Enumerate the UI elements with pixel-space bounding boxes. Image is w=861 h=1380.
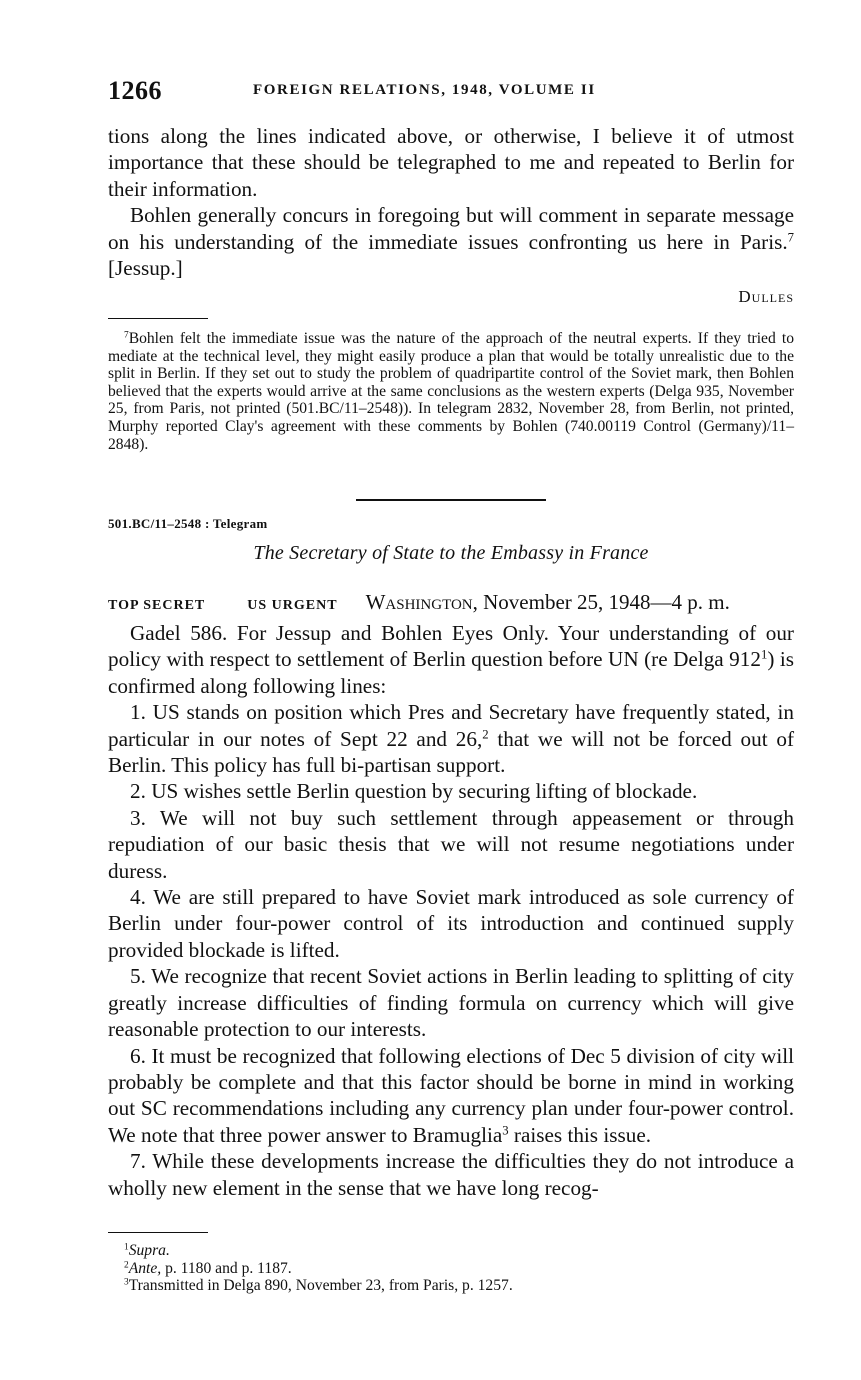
page-number: 1266 [108, 76, 162, 105]
footnote-3 [108, 1277, 794, 1295]
footnote-7-mark: 7 [124, 330, 129, 341]
policy-item-1 [108, 699, 794, 778]
bohlen-paragraph [108, 202, 794, 281]
document-title: The Secretary of State to the Embassy in France [253, 542, 649, 564]
page-header [108, 76, 794, 106]
section-divider [356, 499, 546, 501]
policy-item-5: 5. We recognize that recent Soviet actions in Berlin leading to splitting of city greatly increase difficulties of finding formula on currency which will give reasonable protection to our interests. [108, 964, 794, 1042]
priority-marking: US URGENT [247, 598, 338, 613]
footnote-7 [108, 330, 794, 453]
policy-item-3: 3. We will not buy such settlement through appeasement or through repudiation of our basic thesis that we will not resume negotiations under duress. [108, 805, 794, 883]
bottom-footnote-rule [108, 1232, 208, 1233]
footnote-ref-2: 2 [482, 727, 489, 741]
bottom-footnotes [108, 1242, 794, 1295]
footnote-rule [108, 318, 208, 319]
continuation-text [108, 123, 794, 281]
dateline [108, 590, 794, 615]
footnote-2 [108, 1260, 794, 1278]
footnote-ref-1: 1 [760, 647, 768, 662]
bohlen-paragraph-tail: [Jessup.] [108, 256, 183, 281]
footnote-2-italic: Ante, [128, 1259, 162, 1277]
running-title: FOREIGN RELATIONS, 1948, VOLUME II [253, 82, 596, 98]
footnote-1 [108, 1242, 794, 1260]
footnote-3-text: Transmitted in Delga 890, November 23, from Paris, p. 1257. [128, 1277, 513, 1295]
telegram-intro [108, 620, 794, 699]
policy-item-1-b: that we will not be forced out of Berlin. This policy has full bi-partisan support. [108, 726, 794, 778]
policy-item-6 [108, 1043, 794, 1149]
file-reference: 501.BC/11–2548 : Telegram [108, 516, 268, 531]
policy-item-1-a: 1. US stands on position which Pres and Secretary have frequently stated, in particular in our notes of Sept 22 and 26, [108, 700, 794, 751]
policy-item-6-a: 6. It must be recognized that following elections of Dec 5 division of city will probably be complete and that this factor should be borne in mind in working out SC recommendations including any currency plan under four-power control. We note that three power answer to Bramuglia [108, 1043, 794, 1147]
policy-item-7: 7. While these developments increase the difficulties they do not introduce a wholly new element in the sense that we have long recog- [108, 1149, 794, 1200]
telegram-intro-b: ) is confirmed along following lines: [108, 647, 794, 698]
policy-item-4: 4. We are still prepared to have Soviet mark introduced as sole currency of Berlin under four-power control of its introduction and continued supply provided blockade is lifted. [108, 885, 794, 962]
policy-item-6-b: raises this issue. [508, 1122, 652, 1147]
bohlen-paragraph-text: Bohlen generally concurs in foregoing but will comment in separate message on his understanding of the immediate issues confronting us here in Paris. [108, 203, 794, 254]
continuation-paragraph: tions along the lines indicated above, or otherwise, I believe it of utmost importance that these should be telegraphed to me and repeated to Berlin for their information. [108, 124, 794, 201]
footnote-1-italic: Supra. [128, 1242, 170, 1259]
footnote-ref-3: 3 [502, 1123, 509, 1138]
telegram-intro-a: Gadel 586. For Jessup and Bohlen Eyes Only. Your understanding of our policy with respect to settlement of Berlin question before UN (re Delga 912 [108, 621, 794, 672]
dateline-place: Washington, [365, 590, 478, 614]
footnote-7-text: Bohlen felt the immediate issue was the nature of the approach of the neutral experts. If they tried to mediate at the technical level, they might easily produce a plan that would be totally unrealistic due to the split in Berlin. If they set out to study the problem of quadripartite control of the Soviet mark, then Bohlen believed that the experts would arrive at the same conclusions as the western experts (Delga 935, November 25, from Paris, not printed (501.BC/11–2548)). In telegram 2832, November 28, from Berlin, not printed, Murphy reported Clay's agreement with these comments by Bohlen (740.00119 Control (Germany)/11–2848). [108, 330, 794, 453]
footnote-3-mark: 3 [124, 1277, 129, 1288]
signature: Dulles [738, 287, 794, 306]
footnote-7-paragraph [108, 330, 794, 453]
footnote-2-mark: 2 [124, 1259, 129, 1270]
policy-item-2: 2. US wishes settle Berlin question by securing lifting of blockade. [130, 779, 698, 804]
classification-marking: TOP SECRET [108, 598, 206, 613]
telegram-body [108, 620, 794, 1201]
dateline-date: November 25, 1948—4 p. m. [477, 590, 730, 614]
footnote-ref-7: 7 [787, 230, 794, 244]
footnote-2-text: p. 1180 and p. 1187. [161, 1259, 292, 1277]
footnote-1-mark: 1 [124, 1242, 129, 1253]
